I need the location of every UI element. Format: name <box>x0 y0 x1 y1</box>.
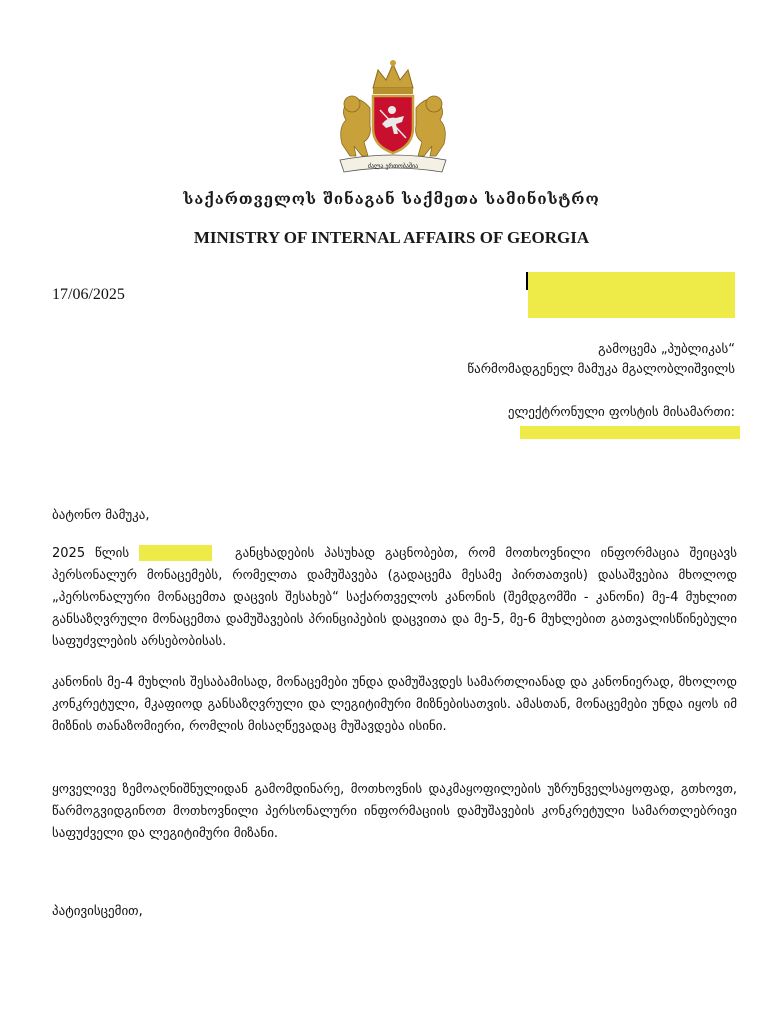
ministry-name-georgian: საქართველოს შინაგან საქმეთა სამინისტრო <box>183 190 600 208</box>
redaction-box-email <box>520 426 740 439</box>
paragraph-1-rest: განცხადების პასუხად გაცნობებთ, რომ მოთხოვნილი ინფორმაცია შეიცავს პერსონალურ მონაცემებს, რომელთა დამუშავება (გადაცემა მესამე პირთათვის) დასაშვებია მხოლოდ „პერსონალური მონაცემთა დაცვის შესახებ“ საქართველოს კანონის (შემდგომში - კანონი) მე-4 მუხლით განსაზღვრული მონაცემთა დამუშავების პრინციპების დაცვითა და მე-5, მე-6 მუხლებით გათვალისწინებული საფუძვლების არსებობისას. <box>52 546 738 649</box>
closing: პატივისცემით, <box>52 904 143 919</box>
crown-icon <box>373 60 413 94</box>
recipient-line-1: გამოცემა „პუბლიკას“ <box>598 342 735 357</box>
georgia-coat-of-arms-icon <box>318 58 468 180</box>
paragraph-2: კანონის მე-4 მუხლის შესაბამისად, მონაცემები უნდა დამუშავდეს სამართლიანად და კანონიერად, მხოლოდ კონკრეტული, მკაფიოდ განსაზღვრული და ლეგიტიმური მიზნებისათვის. ამასთან, მონაცემები უნდა იყოს იმ მიზნის თანაზომიერი, რომლის მისაღწევადაც მუშავდება ისინი. <box>52 675 737 734</box>
redaction-box-reference <box>528 272 735 318</box>
text-cursor <box>526 272 528 290</box>
left-lion-icon <box>341 96 371 156</box>
recipient-line-2: წარმომადგენელ მამუკა მგალობლიშვილს <box>467 362 735 377</box>
paragraph-1-start: 2025 წლის <box>52 546 130 561</box>
redaction-box-date <box>139 545 212 561</box>
paragraph-3: ყოველივე ზემოაღნიშნულიდან გამომდინარე, მოთხოვნის დაკმაყოფილების უზრუნველსაყოფად, გთხოვთ, წარმოგვიდგინოთ მოთხოვნილი პერსონალური ინფორმაციის დამუშავების კონკრეტული სამართლებრივი საფუძველი და ლეგიტიმური მიზანი. <box>52 782 737 841</box>
salutation: ბატონო მამუკა, <box>52 508 150 523</box>
email-label: ელექტრონული ფოსტის მისამართი: <box>507 405 735 420</box>
letter-date: 17/06/2025 <box>52 286 125 303</box>
ministry-name-english: MINISTRY OF INTERNAL AFFAIRS OF GEORGIA <box>193 228 590 247</box>
right-lion-icon <box>416 96 446 156</box>
svg-text:ძალა ერთობაშია: ძალა ერთობაშია <box>367 163 419 170</box>
